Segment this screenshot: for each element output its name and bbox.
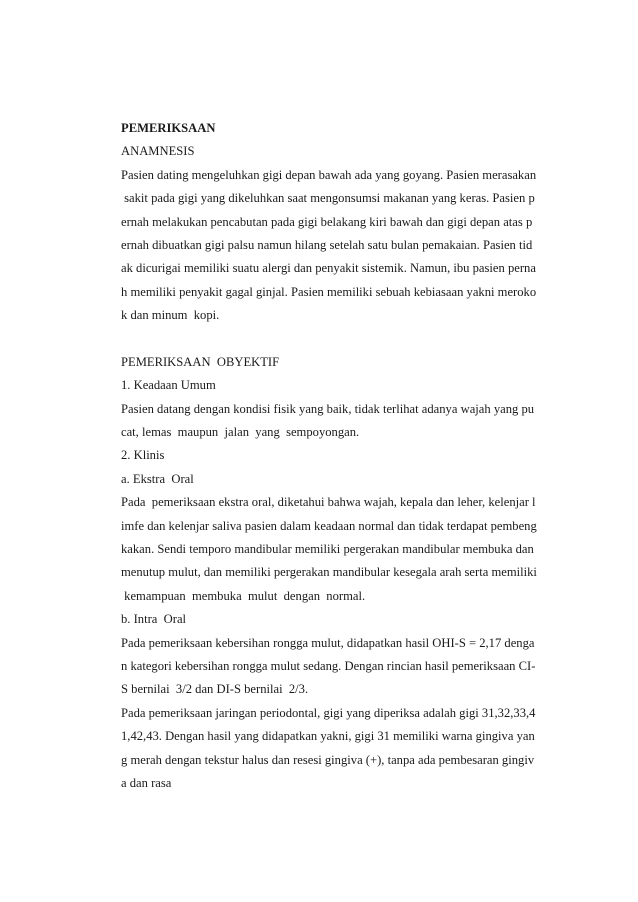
ekstra-oral-paragraph — [121, 491, 561, 608]
paragraph-line: Pada pemeriksaan ekstra oral, diketahui bahwa wajah, kepala dan leher, kelenjar l — [121, 495, 536, 510]
paragraph-line: g merah dengan tekstur halus dan resesi gingiva (+), tanpa ada pembesaran gingiv — [121, 752, 535, 767]
paragraph-line: sakit pada gigi yang dikeluhkan saat mengonsumsi makanan yang keras. Pasien p — [121, 191, 535, 206]
intra-oral-heading: b. Intra Oral — [121, 612, 187, 627]
paragraph-line: Pasien dating mengeluhkan gigi depan bawah ada yang goyang. Pasien merasakan — [121, 167, 537, 182]
paragraph-line: ernah dibuatkan gigi palsu namun hilang setelah satu bulan pemakaian. Pasien tid — [121, 237, 533, 252]
paragraph-line: Pada pemeriksaan jaringan periodontal, gigi yang diperiksa adalah gigi 31,32,33,4 — [121, 705, 536, 720]
intra-oral-paragraph — [121, 632, 561, 796]
obyektif-heading: PEMERIKSAAN OBYEKTIF — [121, 354, 280, 369]
paragraph-line: kakan. Sendi temporo mandibular memiliki pergerakan mandibular membuka dan — [121, 542, 534, 557]
paragraph-line: Pada pemeriksaan kebersihan rongga mulut, didapatkan hasil OHI-S = 2,17 denga — [121, 635, 535, 650]
paragraph-line: 1,42,43. Dengan hasil yang didapatkan yakni, gigi 31 memiliki warna gingiva yan — [121, 729, 535, 744]
document-title: PEMERIKSAAN — [121, 121, 216, 135]
paragraph-line: n kategori kebersihan rongga mulut sedang. Dengan rincian hasil pemeriksaan CI- — [121, 658, 536, 673]
paragraph-line: a dan rasa — [121, 775, 172, 790]
paragraph-line: menutup mulut, dan memiliki pergerakan mandibular kesegala arah serta memiliki — [121, 565, 537, 580]
paragraph-line: Pasien datang dengan kondisi fisik yang baik, tidak terlihat adanya wajah yang pu — [121, 401, 535, 416]
klinis-heading: 2. Klinis — [121, 448, 165, 463]
keadaan-umum-heading: 1. Keadaan Umum — [121, 378, 216, 393]
paragraph-line: k dan minum kopi. — [121, 308, 220, 323]
document-body — [121, 117, 561, 795]
keadaan-umum-paragraph — [121, 398, 561, 445]
section-spacer — [121, 328, 561, 351]
paragraph-line: h memiliki penyakit gagal ginjal. Pasien memiliki sebuah kebiasaan yakni meroko — [121, 284, 537, 299]
anamnesis-paragraph — [121, 164, 561, 328]
paragraph-line: ak dicurigai memiliki suatu alergi dan penyakit sistemik. Namun, ibu pasien perna — [121, 261, 536, 276]
paragraph-line: S bernilai 3/2 dan DI-S bernilai 2/3. — [121, 682, 309, 697]
paragraph-line: imfe dan kelenjar saliva pasien dalam keadaan normal dan tidak terdapat pembeng — [121, 518, 537, 533]
ekstra-oral-heading: a. Ekstra Oral — [121, 471, 194, 486]
paragraph-line: ernah melakukan pencabutan pada gigi belakang kiri bawah dan gigi depan atas p — [121, 214, 533, 229]
paragraph-line: kemampuan membuka mulut dengan normal. — [121, 588, 366, 603]
paragraph-line: cat, lemas maupun jalan yang sempoyongan. — [121, 425, 360, 440]
anamnesis-heading: ANAMNESIS — [121, 144, 195, 159]
